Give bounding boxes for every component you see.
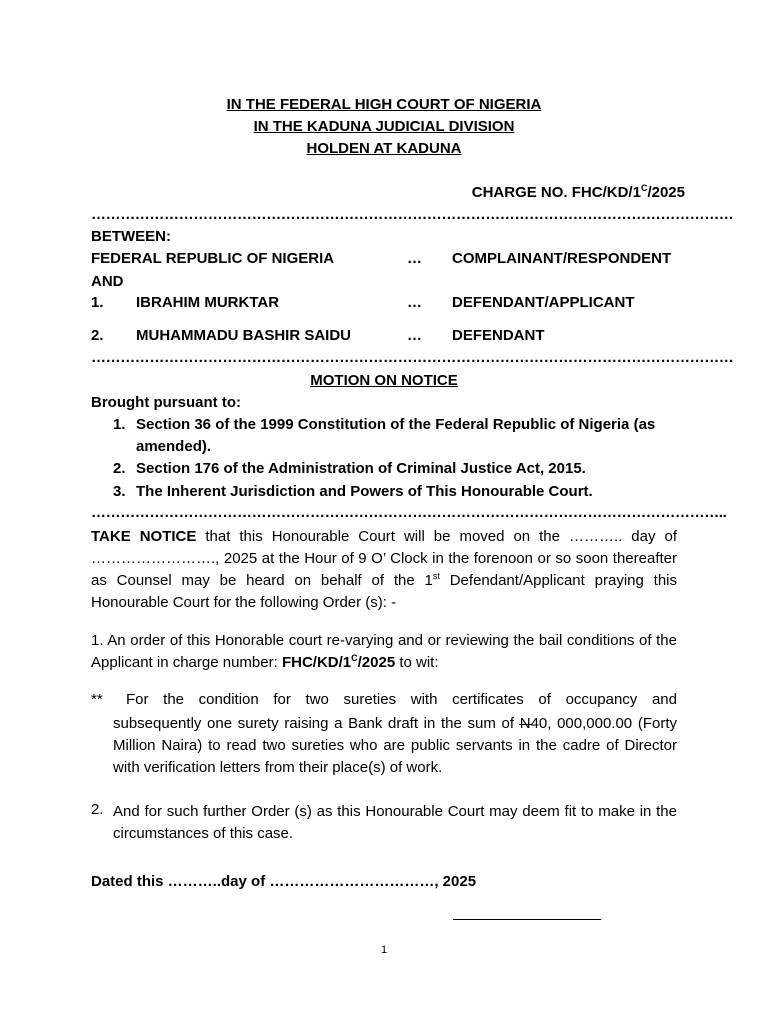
complainant-role: COMPLAINANT/RESPONDENT xyxy=(452,250,672,267)
signature-line xyxy=(453,919,601,920)
complainant-name: FEDERAL REPUBLIC OF NIGERIA xyxy=(91,250,335,267)
complainant-ellipsis: … xyxy=(407,250,422,267)
pursuant-item-2-number: 2. xyxy=(113,460,126,477)
defendant2-number: 2. xyxy=(91,327,104,344)
defendant1-number: 1. xyxy=(91,294,104,311)
condition-bullet: ** xyxy=(91,691,103,708)
defendant2-role: DEFENDANT xyxy=(452,327,545,344)
motion-title: MOTION ON NOTICE xyxy=(310,372,458,389)
and-label: AND xyxy=(91,273,124,290)
separator-middle: …………………………………………………………………………………………………………………… xyxy=(91,349,734,366)
pursuant-item-3: The Inherent Jurisdiction and Powers of This Honourable Court. xyxy=(136,483,593,500)
holden-at: HOLDEN AT KADUNA xyxy=(306,140,462,157)
condition-line-1: For the condition for two sureties with certificates of occupancy and xyxy=(126,691,677,708)
court-title: IN THE FEDERAL HIGH COURT OF NIGERIA xyxy=(226,96,542,113)
order-1-paragraph: 1. An order of this Honorable court re-varying and or reviewing the bail conditions of the Applicant in charge number: FHC/$KD/1^C/2025$ to wit: xyxy=(91,632,677,671)
pursuant-item-1: Section 36 of the 1999 Constitution of the Federal Republic of Nigeria (as xyxy=(136,416,656,433)
take-notice-paragraph: TAKE NOTICE that this Honourable Court will be moved on the ……….. day of ……………………., 2025 at the Hour of 9 O’ Clock in the forenoon or so soon thereafter as Counsel may be heard on behalf of the 1st Defendant/Applicant praying this Honourable Court for the following Order (s): - xyxy=(91,528,677,611)
pursuant-item-1-cont: amended). xyxy=(136,438,212,455)
between-label: BETWEEN: xyxy=(91,228,171,245)
defendant1-role: DEFENDANT/APPLICANT xyxy=(452,294,635,311)
pursuant-item-3-number: 3. xyxy=(113,483,126,500)
order-2-paragraph: And for such further Order (s) as this Honourable Court may deem fit to make in the circumstances of this case. xyxy=(113,803,677,842)
order-2-number: 2. xyxy=(91,801,104,818)
separator-top: …………………………………………………………………………………………………………………… xyxy=(91,206,734,223)
separator-thin: ………………………………………………………………………………………………………………….. xyxy=(91,504,727,521)
defendant1-ellipsis: … xyxy=(407,294,422,311)
defendant2-name: MUHAMMADU BASHIR SAIDU xyxy=(136,327,351,344)
pursuant-intro: Brought pursuant to: xyxy=(91,394,241,411)
pursuant-item-1-number: 1. xyxy=(113,416,126,433)
page-number: 1 xyxy=(380,944,388,956)
judicial-division: IN THE KADUNA JUDICIAL DIVISION xyxy=(253,118,515,135)
condition-paragraph: subsequently one surety raising a Bank draft in the sum of N40, 000,000.00 (Forty Million Naira) to read two sureties who are public servants in the cadre of Director with verification letters from their place(s) of work. xyxy=(113,715,677,776)
charge-number: CHARGE NO. FHC/$KD/1^C/2025$ xyxy=(471,183,685,201)
pursuant-item-2: Section 176 of the Administration of Criminal Justice Act, 2015. xyxy=(136,460,586,477)
defendant2-ellipsis: … xyxy=(407,327,422,344)
dated-line: Dated this ………..day of ……………………………, 2025 xyxy=(91,873,477,890)
naira-symbol: N xyxy=(519,715,531,732)
defendant1-name: IBRAHIM MURKTAR xyxy=(136,294,280,311)
